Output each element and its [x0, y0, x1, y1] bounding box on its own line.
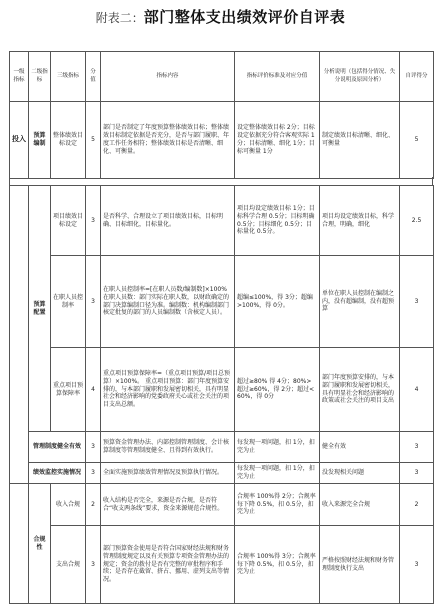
cell-score: 4 [400, 348, 434, 432]
table-edge-right [432, 177, 433, 185]
cell-level3: 整体绩效目标设定 [51, 102, 86, 179]
cell-weight: 3 [86, 526, 101, 604]
cell-weight: 3 [86, 186, 101, 256]
header-analysis: 分析说明（包括得分情况、失分说明及原因分析） [320, 52, 400, 102]
cell-analysis: 收入来源完全合规 [320, 484, 400, 526]
cell-weight: 3 [86, 463, 101, 484]
cell-level3: 项目绩效目标设定 [51, 186, 86, 256]
cell-criteria: 每发现一项问题，扣 1分，扣完为止 [235, 432, 320, 463]
cell-weight: 3 [86, 256, 101, 348]
cell-score: 3 [400, 256, 434, 348]
cell-level3: 收入合规 [51, 484, 86, 526]
cell-level1-blank [10, 186, 29, 484]
header-level2: 二级指标 [29, 52, 51, 102]
cell-score: 3 [400, 432, 434, 463]
table-row [10, 186, 434, 256]
cell-analysis: 制定绩效目标清晰、细化、可衡量 [320, 102, 400, 179]
cell-level3: 支出合规 [51, 526, 86, 604]
cell-level2-budget-config: 预算配置 [29, 186, 51, 432]
cell-criteria: 项目均设定绩效目标 1分；目标科学合理 0.5分；目标明确 0.5分；目标细化 0.5分；目标量化 0.5分。 [235, 186, 320, 256]
cell-criteria: 设定整体绩效目标 2分；目标设定依据充分符合客观实际 1分；目标清晰、细化 1分；目标可衡量 1分 [235, 102, 320, 179]
cell-level3: 在职人员控制率 [51, 256, 86, 348]
title-main: 部门整体支出绩效评价自评表 [143, 8, 346, 26]
cell-analysis: 严格按照财经法规和财务管理制度执行支出 [320, 526, 400, 604]
title-prefix: 附表二： [95, 11, 144, 25]
table-row [10, 463, 434, 484]
cell-level1: 投入 [10, 102, 29, 179]
cell-criteria: 合规率 100%得 2分；合规率每下降 0.5%，扣 0.5分，扣完为止 [235, 484, 320, 526]
cell-criteria: 超过≥80% 得 4分；80%>超过≥60%，得 2分；超过<60%，得 0分 [235, 348, 320, 432]
cell-score: 3 [400, 463, 434, 484]
cell-content: 收入结构是否完全，来源是否合规，是否符合“收支两条线”要求，资金来源规范合规性。 [101, 484, 235, 526]
cell-level2-compliance: 合规性 [29, 484, 51, 604]
header-score: 自评得分 [400, 52, 434, 102]
table-row [10, 256, 434, 348]
cell-content: 重点项目预算保障率=（重点项目预算/项目总预算）×100%。 重点项目预算：部门年度预算安排的，与本部门履职和发展密切相关，具有明显社会和经济影响的党委政府关心或社会关注的项目支出总额。 [101, 348, 235, 432]
cell-content: 部门预算资金使用是否符合国家财经法规和财务管理制度规定以及有关预算专项资金管理办法的规定；资金的拨付是否有完整的审批程序和手续；是否存在截留、挤占、挪用、虚列支出等情况。 [101, 526, 235, 604]
page-title [0, 6, 441, 27]
cell-analysis: 单位在职人员控制在编制之内，没有超编制，没有超预算 [320, 256, 400, 348]
cell-level2: 绩效监控实施情况 [29, 463, 86, 484]
cell-criteria: 超编≤100%，得 3分；超编>100%，得 0分。 [235, 256, 320, 348]
cell-weight: 5 [86, 102, 101, 179]
cell-criteria: 每发现一项问题，扣 1分，扣完为止 [235, 463, 320, 484]
table-row [10, 348, 434, 432]
cell-analysis: 部门年度预算安排的，与本部门履职和发展密切相关，具有明显社会和经济影响的政策或社会关注的项目支出 [320, 348, 400, 432]
cell-content: 部门是否制定了年度预算整体绩效目标；整体绩效目标制定依据是否充分，是否与部门履职、年度工作任务相符；整体绩效目标是否清晰、细化、可衡量。 [101, 102, 235, 179]
cell-weight: 4 [86, 348, 101, 432]
table-row [10, 102, 434, 179]
cell-content: 是否科学、合理设立了项目绩效目标，目标明确、目标细化，目标量化。 [101, 186, 235, 256]
cell-criteria: 合规率 100%得 3分；合规率每下降 0.5%，扣 0.5分，扣完为止 [235, 526, 320, 604]
header-weight: 分值 [86, 52, 101, 102]
cell-content: 全面实施预算绩效管理情况及预算执行情况。 [101, 463, 235, 484]
table-row [10, 432, 434, 463]
cell-level2: 管理制度健全有效 [29, 432, 86, 463]
cell-score: 2 [400, 484, 434, 526]
cell-analysis: 健全有效 [320, 432, 400, 463]
cell-level1-blank [10, 484, 29, 604]
header-level1: 一级指标 [10, 52, 29, 102]
header-criteria: 指标评价标准及对应分值 [235, 52, 320, 102]
cell-level2: 预算编制 [29, 102, 51, 179]
cell-analysis: 项目均设定绩效目标，科学合理，明确，细化 [320, 186, 400, 256]
cell-content: 在职人员控制率=[在职人员数/编制数]×100% 在职人员数：部门实际在职人数，以财政确定的部门决算编制口径为准。编制数：机构编制部门核定批复的部门的人员编制数（含核定人员）。 [101, 256, 235, 348]
cell-analysis: 没发现相关问题 [320, 463, 400, 484]
cell-score: 2.5 [400, 186, 434, 256]
cell-weight: 2 [86, 484, 101, 526]
evaluation-table-top [9, 51, 434, 179]
table-row [10, 526, 434, 604]
table-edge-left [9, 177, 10, 185]
cell-score: 5 [400, 102, 434, 179]
header-level3: 三级指标 [51, 52, 86, 102]
table-row [10, 484, 434, 526]
cell-score: 3 [400, 526, 434, 604]
evaluation-table-bottom [9, 185, 434, 604]
table-header-row [10, 52, 434, 102]
cell-weight: 3 [86, 432, 101, 463]
cell-content: 预算资金管理办法、内部控制管理制度、会计核算制度等管理制度健全、且得到有效执行。 [101, 432, 235, 463]
header-content: 指标内容 [101, 52, 235, 102]
cell-level3: 重点项目预算保障率 [51, 348, 86, 432]
